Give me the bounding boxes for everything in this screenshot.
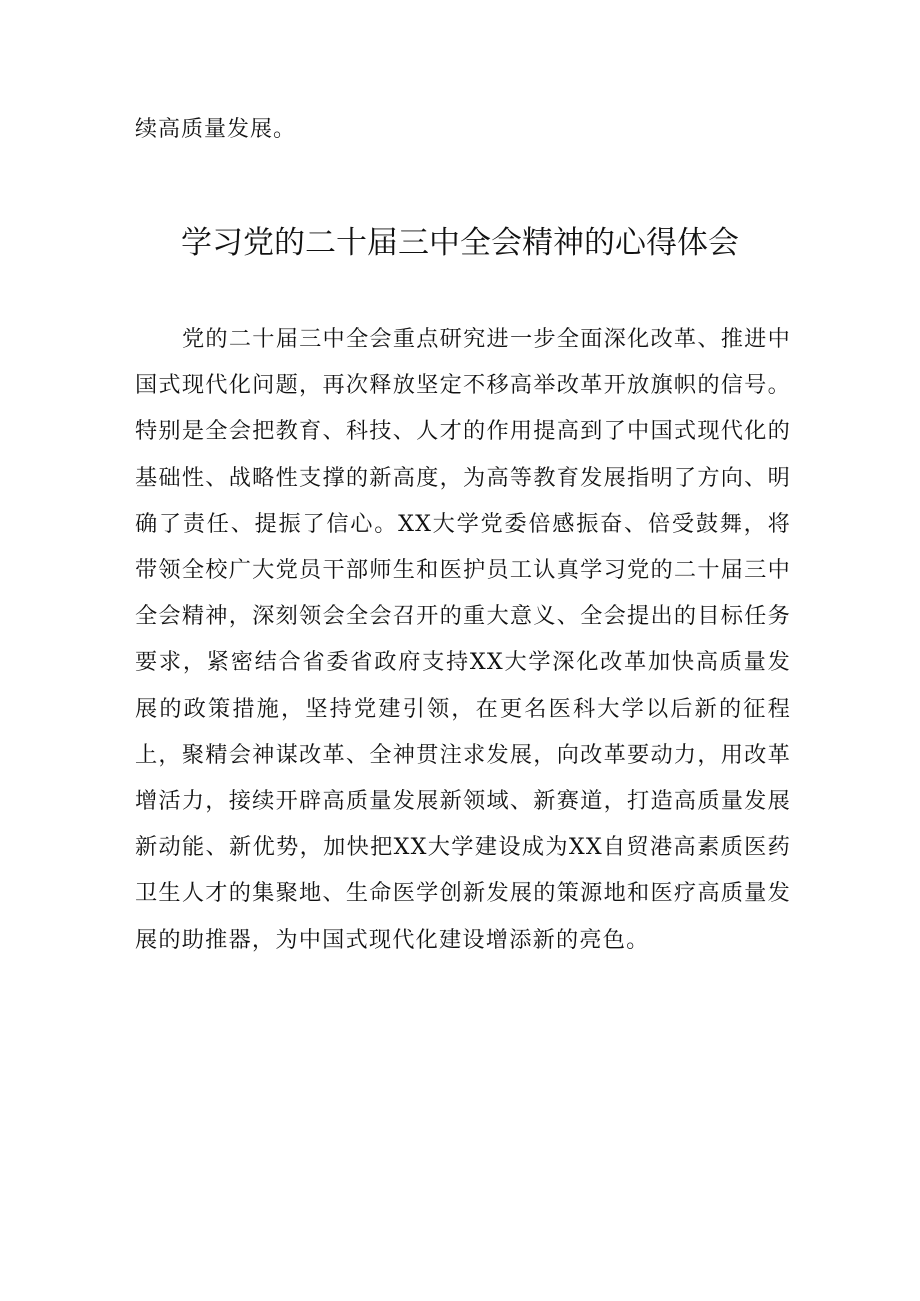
body-paragraph: 党的二十届三中全会重点研究进一步全面深化改革、推进中国式现代化问题，再次释放坚定不移高举改革开放旗帜的信号。特别是全会把教育、科技、人才的作用提高到了中国式现代化的基础性、战略性支撑的新高度，为高等教育发展指明了方向、明确了责任、提振了信心。XX大学党委倍感振奋、倍受鼓舞，将带领全校广大党员干部师生和医护员工认真学习党的二十届三中全会精神，深刻领会全会召开的重大意义、全会提出的目标任务要求，紧密结合省委省政府支持XX大学深化改革加快高质量发展的政策措施，坚持党建引领，在更名医科大学以后新的征程上，聚精会神谋改革、全神贯注求发展，向改革要动力，用改革增活力，接续开辟高质量发展新领域、新赛道，打造高质量发展新动能、新优势，加快把XX大学建设成为XX自贸港高素质医药卫生人才的集聚地、生命医学创新发展的策源地和医疗高质量发展的助推器，为中国式现代化建设增添新的亮色。 — [135, 326, 791, 953]
continued-text-line: 续高质量发展。 — [135, 117, 297, 142]
document-title: 学习党的二十届三中全会精神的心得体会 — [181, 225, 739, 261]
